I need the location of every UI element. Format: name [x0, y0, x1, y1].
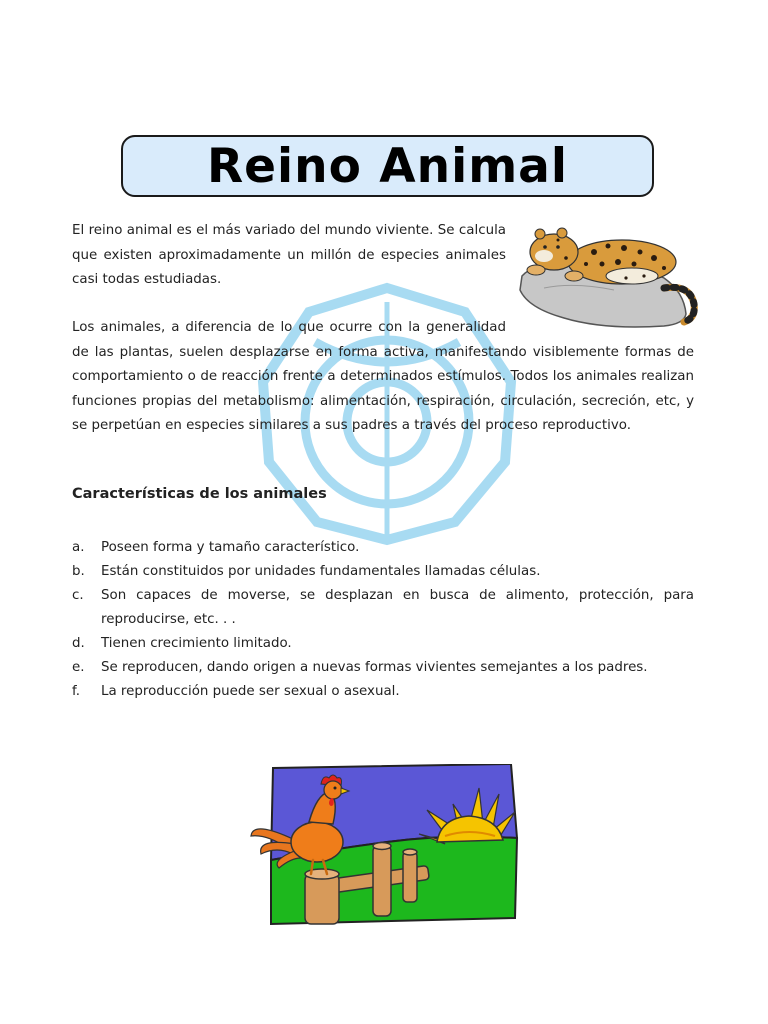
list-marker: e.	[72, 660, 85, 675]
characteristics-heading: Características de los animales	[72, 486, 327, 502]
list-item-text: Tienen crecimiento limitado.	[101, 636, 292, 651]
paragraph-second-body: de las plantas, suelen desplazarse en forma activa, manifestando visiblemente formas de comportamiento o de reacción frente a determinados estímulos. Todos los animales realizan funciones propias del metabolismo: alimentación, respiración, circulación, secreción, etc, y se perpetúan en especies similares a sus padres a través del proceso reproductivo.	[72, 344, 694, 433]
rooster-fence-illustration	[247, 764, 519, 926]
characteristics-list	[72, 536, 694, 704]
paragraph-second-first-line: Los animales, a diferencia de lo que ocurre con la generalidad	[72, 320, 506, 335]
list-item	[72, 560, 694, 584]
list-marker: f.	[72, 684, 80, 699]
list-item	[72, 632, 694, 656]
list-item	[72, 680, 694, 704]
list-item-text: Son capaces de moverse, se desplazan en busca de alimento, protección, para reproducirse, etc. . .	[101, 588, 694, 627]
title-banner	[121, 135, 654, 197]
list-item-text: Están constituidos por unidades fundamentales llamadas células.	[101, 564, 541, 579]
list-marker: c.	[72, 588, 84, 603]
list-item-text: Se reproducen, dando origen a nuevas formas vivientes semejantes a los padres.	[101, 660, 648, 675]
list-marker: d.	[72, 636, 85, 651]
list-marker: a.	[72, 540, 85, 555]
list-marker: b.	[72, 564, 85, 579]
list-item	[72, 584, 694, 632]
list-item	[72, 656, 694, 680]
intro-paragraph: El reino animal es el más variado del mundo viviente. Se calcula que existen aproximadamente un millón de especies animales casi todas estudiadas.	[72, 223, 506, 287]
page-title: Reino Animal	[206, 138, 569, 194]
list-item	[72, 536, 694, 560]
list-item-text: Poseen forma y tamaño característico.	[101, 540, 360, 555]
jaguar-illustration	[514, 218, 698, 330]
list-item-text: La reproducción puede ser sexual o asexual.	[101, 684, 400, 699]
